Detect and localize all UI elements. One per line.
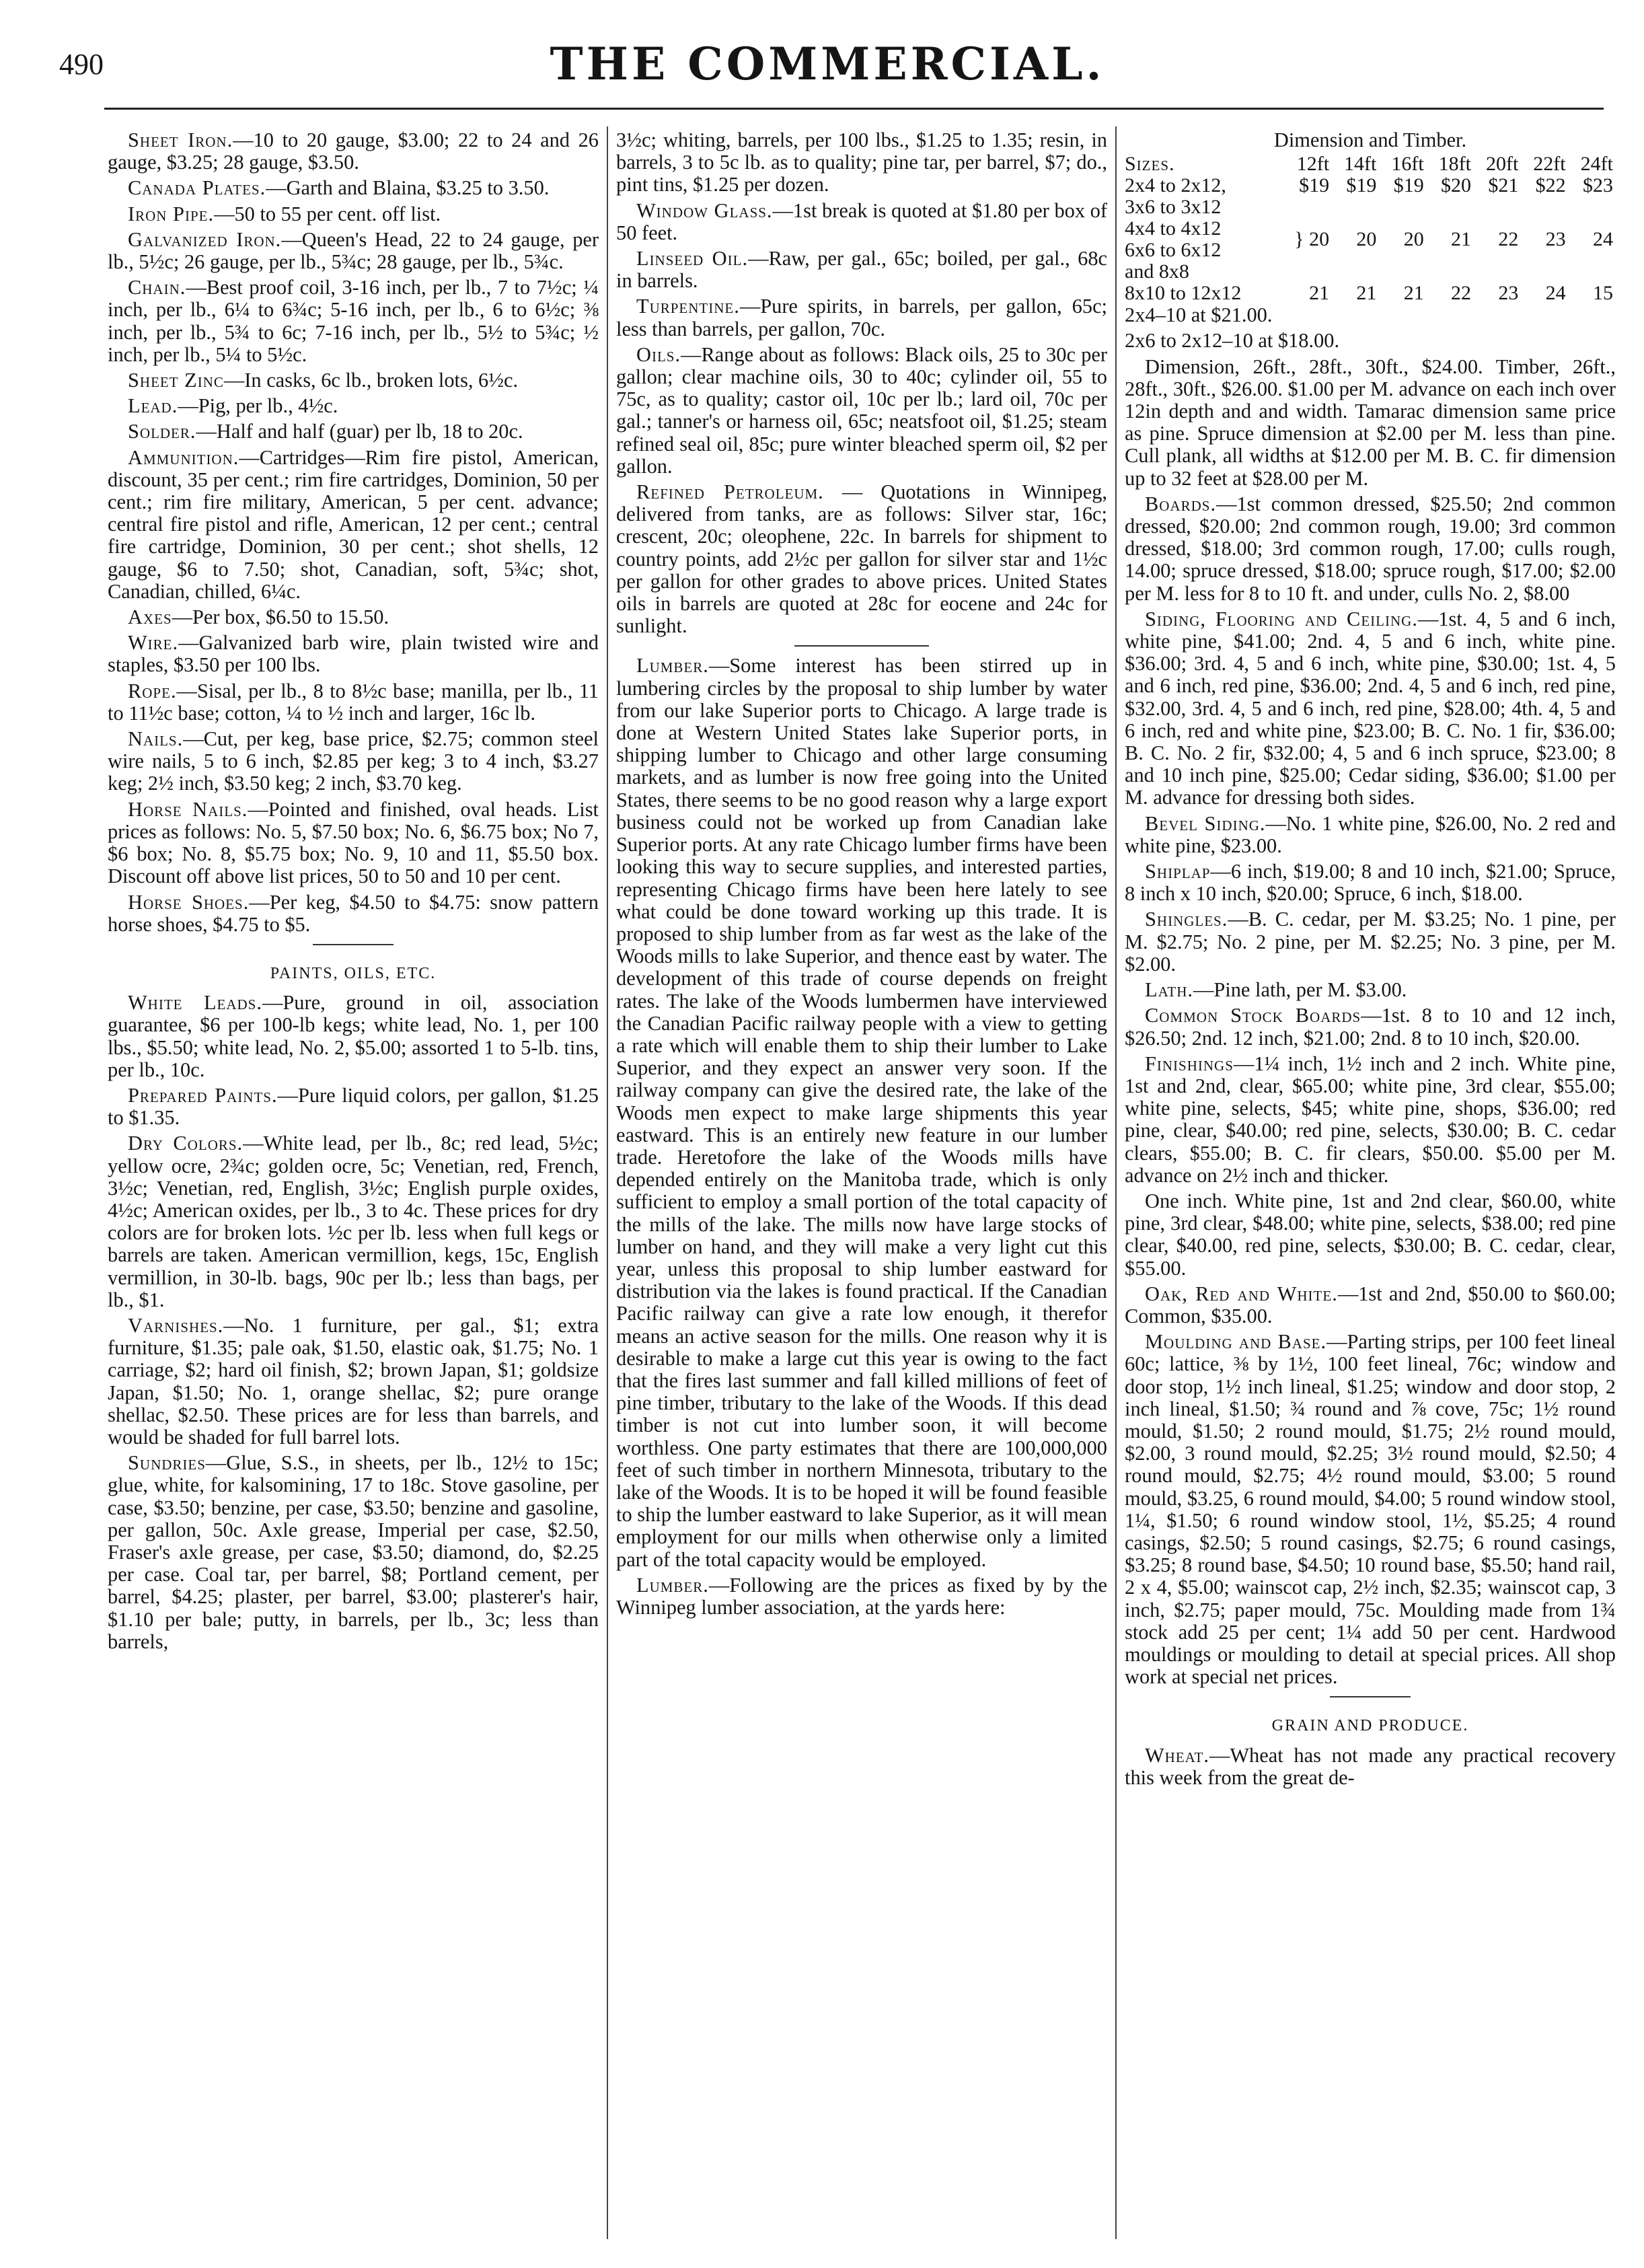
price-paragraph bbox=[1125, 861, 1616, 905]
table-cell: 2x4 to 2x12, bbox=[1125, 174, 1226, 197]
table-cell: 20 bbox=[1356, 228, 1377, 251]
column-divider bbox=[1115, 126, 1117, 2239]
item-heading: Varnishes. bbox=[128, 1313, 224, 1337]
column-divider bbox=[607, 126, 608, 2239]
price-paragraph bbox=[1125, 356, 1616, 490]
table-cell: 24 bbox=[1545, 282, 1566, 305]
item-heading: Rope. bbox=[128, 679, 177, 702]
price-paragraph bbox=[108, 1132, 599, 1311]
cell-value: 20 bbox=[1309, 228, 1330, 251]
table-cell: 20ft bbox=[1485, 153, 1519, 176]
price-paragraph bbox=[108, 395, 599, 417]
item-text: —Following are the prices as fixed by by the Winnipeg lumber association, at the yards here: bbox=[616, 1573, 1107, 1619]
item-text: —Per keg, $4.50 to $4.75: snow pattern horse shoes, $4.75 to $5. bbox=[108, 890, 599, 936]
section-separator bbox=[313, 944, 394, 945]
table-cell: $23 bbox=[1583, 174, 1613, 197]
item-heading: Axes bbox=[128, 606, 172, 629]
item-text: —Galvanized barb wire, plain twisted wire and staples, $3.50 per 100 lbs. bbox=[108, 631, 599, 677]
item-text: —Glue, S.S., in sheets, per lb., 12½ to 15c; glue, white, for kalsomining, 17 to 18c. Stove gasoline, per case, $3.50; benzine, per case, $3.50; benzine and gasoline, per gallon, 50c. Axle grease, Imperial per case, $2.50, Fraser's axle grease, per case, $3.50; diamond, do, $2.25 per case. Coal tar, per barrel, $8; Portland cement, per barrel, $4.25; plaster, per barrel, $3.00; plasterer's hair, $1.10 per bale; putty, in barrels, per lb., 3c; less than barrels, bbox=[108, 1451, 599, 1653]
group-label: 4x4 to 4x12 bbox=[1125, 217, 1222, 240]
item-text: —Wheat has not made any practical recovery this week from the great de- bbox=[1125, 1743, 1616, 1789]
table-cell: 22 bbox=[1498, 228, 1519, 251]
table-cell: 24ft bbox=[1580, 153, 1613, 176]
group-label: and 8x8 bbox=[1125, 260, 1189, 283]
table-row bbox=[1125, 283, 1616, 304]
brace-glyph: } bbox=[1294, 228, 1304, 251]
column-3-body bbox=[1125, 330, 1616, 1789]
price-paragraph bbox=[616, 481, 1107, 637]
item-heading: Horse Shoes. bbox=[128, 890, 250, 914]
table-cell: 21 bbox=[1403, 282, 1424, 305]
item-heading: Sheet Iron. bbox=[128, 129, 233, 151]
item-text: — Quotations in Winnipeg, delivered from tanks, are as follows: Silver star, 16c; crescent, 20c; oleophene, 22c. In barrels for shipment to country points, add 2½c per gallon for silver star and 1½c per gallon for other grades to above prices. United States oils in barrels are quoted at 28c for eocene and 24c for sunlight. bbox=[616, 480, 1107, 638]
table-cell: 21 bbox=[1309, 282, 1330, 305]
item-text: —Raw, per gal., 65c; boiled, per gal., 68c in barrels. bbox=[616, 247, 1107, 293]
table-cell: $20 bbox=[1441, 174, 1471, 197]
table-cell: 15 bbox=[1593, 282, 1613, 305]
table-cell: 20 bbox=[1403, 228, 1424, 251]
table-row bbox=[1125, 175, 1616, 196]
table-caption: Dimension and Timber. bbox=[1273, 129, 1467, 151]
price-paragraph bbox=[108, 680, 599, 725]
item-text: —Pure liquid colors, per gallon, $1.25 to $1.35. bbox=[108, 1083, 599, 1130]
price-paragraph bbox=[108, 420, 599, 443]
price-paragraph bbox=[616, 129, 1107, 196]
item-text: —No. 1 furniture, per gal., $1; extra furniture, $1.35; pale oak, $1.50, elastic oak, $1.75; No. 1 carriage, $2; hard oil finish, $2; brown Japan, $1; goldsize Japan, $1.50; No. 1, orange shellac, $2; pure orange shellac, $2.50. These prices are for less than barrels, and would be shaded for full barrel lots. bbox=[108, 1313, 599, 1449]
item-heading: Sundries bbox=[128, 1451, 206, 1475]
price-paragraph bbox=[108, 728, 599, 795]
table-cell: 14ft bbox=[1344, 153, 1377, 176]
price-paragraph bbox=[1125, 493, 1616, 605]
item-heading: Refined Petroleum. bbox=[636, 480, 824, 504]
item-heading: Window Glass. bbox=[636, 198, 773, 222]
table-cell: 23 bbox=[1545, 228, 1566, 251]
table-cell: 16ft bbox=[1391, 153, 1424, 176]
item-heading: Shingles. bbox=[1145, 908, 1228, 931]
section-heading: GRAIN AND PRODUCE. bbox=[1271, 1717, 1469, 1735]
price-paragraph bbox=[108, 891, 599, 936]
item-text: —1¼ inch, 1½ inch and 2 inch. White pine, 1st and 2nd, clear, $65.00; white pine, 3rd clear, $55.00; white pine, selects, $45; white pine, shops, $36.00; red pine, clear, $40.00; red pine, selects, $30.00; B. C. cedar clears, $55.00; B. C. fir clears, $50.00. $5.00 per M. advance on 2½ inch and thicker. bbox=[1125, 1052, 1616, 1187]
item-text: One inch. White pine, 1st and 2nd clear, $60.00, white pine, 3rd clear, $48.00; white pine, selects, $38.00; red pine clear, $40.00, red pine, selects, $30.00; B. C. cedar, clear, $55.00. bbox=[1125, 1189, 1616, 1280]
table-cell: Sizes. bbox=[1125, 153, 1175, 176]
item-text: —1st and 2nd, $50.00 to $60.00; Common, $35.00. bbox=[1125, 1282, 1616, 1327]
item-heading: Lath. bbox=[1145, 978, 1193, 1002]
price-paragraph bbox=[108, 229, 599, 273]
price-paragraph bbox=[108, 1315, 599, 1449]
price-paragraph bbox=[1125, 979, 1616, 1001]
table-cell: 22 bbox=[1451, 282, 1471, 305]
item-text: —In casks, 6c lb., broken lots, 6½c. bbox=[223, 369, 519, 392]
price-paragraph bbox=[1125, 908, 1616, 976]
page-number: 490 bbox=[59, 48, 104, 81]
item-heading: Ammunition. bbox=[128, 445, 239, 469]
table-cell bbox=[1125, 196, 1281, 283]
group-label: 3x6 to 3x12 bbox=[1125, 196, 1222, 219]
section-separator bbox=[1330, 1696, 1411, 1697]
table-header-row bbox=[1125, 153, 1616, 175]
column-2 bbox=[616, 129, 1107, 2248]
table-cell bbox=[1281, 196, 1332, 283]
section-heading: PAINTS, OILS, ETC. bbox=[270, 964, 437, 982]
item-text: 3½c; whiting, barrels, per 100 lbs., $1.25 to 1.35; resin, in barrels, 3 to 5c lb. as to quality; pine tar, per barrel, $7; do., pint tins, $1.25 per dozen. bbox=[616, 129, 1107, 196]
item-text: —Pine lath, per M. $3.00. bbox=[1193, 978, 1407, 1002]
table-cell: $19 bbox=[1299, 174, 1330, 197]
item-heading: Siding, Flooring and Ceiling. bbox=[1145, 607, 1418, 630]
item-text: 2x6 to 2x12–10 at $18.00. bbox=[1125, 329, 1340, 353]
table-cell: $19 bbox=[1393, 174, 1424, 197]
dimension-table bbox=[1125, 153, 1616, 304]
item-text: —White lead, per lb., 8c; red lead, 5½c; yellow ocre, 2¾c; golden ocre, 5c; Venetian, red, French, 3½c; Venetian, red, English, 3½c; English purple oxides, 4½c; American oxides, per lb., 3 to 4c. These prices for dry colors are for broken lots. ½c per lb. less when full kegs or barrels are taken. American vermillion, kegs, 15c, English vermillion, in 30-lb. bags, 90c per lb.; less than bags, per lb., $1. bbox=[108, 1132, 599, 1311]
item-heading: Dry Colors. bbox=[128, 1132, 244, 1155]
item-text: —Pure, ground in oil, association guarantee, $6 per 100-lb kegs; white lead, No. 1, per 100 lbs., $5.50; white lead, No. 2, $5.00; assorted 1 to 5-lb. tins, per lb., 10c. bbox=[108, 991, 599, 1081]
item-heading: Turpentine. bbox=[636, 295, 740, 318]
item-heading: Bevel Siding. bbox=[1145, 811, 1266, 835]
item-text: —1st common dressed, $25.50; 2nd common dressed, $20.00; 2nd common rough, 19.00; 3rd common dressed, $18.00; 3rd common rough, 17.00; culls rough, 14.00; spruce dressed, $18.00; spruce rough, $17.00; $2.00 per M. less for 8 to 10 ft. and under, culls No. 2, $8.00 bbox=[1125, 492, 1616, 605]
item-text: —50 to 55 per cent. off list. bbox=[214, 202, 441, 225]
table-cell: $22 bbox=[1535, 174, 1566, 197]
price-paragraph bbox=[108, 992, 599, 1081]
item-text: —1st. 8 to 10 and 12 inch, $26.50; 2nd. 12 inch, $21.00; 2nd. 8 to 10 inch, $20.00. bbox=[1125, 1004, 1616, 1050]
item-heading: Lumber. bbox=[636, 1573, 709, 1597]
item-heading: Oils. bbox=[636, 342, 681, 366]
table-cell: $21 bbox=[1488, 174, 1519, 197]
price-paragraph bbox=[108, 606, 599, 628]
item-heading: Boards. bbox=[1145, 492, 1217, 515]
item-text: —Sisal, per lb., 8 to 8½c base; manilla, per lb., 11 to 11½c base; cotton, ¼ to ½ inch and larger, 16c lb. bbox=[108, 679, 599, 725]
item-text: —B. C. cedar, per M. $3.25; No. 1 pine, per M. $2.75; No. 2 pine, per M. $2.25; No. 3 pine, per M. $2.00. bbox=[1125, 908, 1616, 976]
price-paragraph bbox=[616, 295, 1107, 340]
price-paragraph bbox=[108, 799, 599, 888]
item-text: —Cut, per keg, base price, $2.75; common steel wire nails, 5 to 6 inch, $2.85 per keg; 3 to 4 inch, $3.27 keg; 2½ inch, $3.50 keg; 2 inch, $3.70 keg. bbox=[108, 727, 599, 795]
price-paragraph bbox=[616, 655, 1107, 1570]
table-cell: 12ft bbox=[1296, 153, 1330, 176]
item-text: —Queen's Head, 22 to 24 gauge, per lb., 5½c; 26 gauge, per lb., 5¾c; 28 gauge, per lb., 5¾c. bbox=[108, 227, 599, 274]
item-text: —Pig, per lb., 4½c. bbox=[178, 394, 338, 418]
column-3 bbox=[1125, 129, 1616, 2248]
table-row bbox=[1125, 196, 1616, 283]
item-heading: Chain. bbox=[128, 276, 186, 299]
price-paragraph bbox=[1125, 1745, 1616, 1789]
item-heading: White Leads. bbox=[128, 991, 262, 1015]
price-paragraph bbox=[108, 447, 599, 603]
table-cell: 24 bbox=[1593, 228, 1613, 251]
item-text: —Some interest has been stirred up in lumbering circles by the proposal to ship lumber by water from our lake Superior ports to Chicago. A large trade is done at Western United States lake Superior ports, in shipping lumber to Chicago and other large consuming markets, and as lumber is now free going into the United States, there seems to be no good reason why a large export business could not be worked up from Canadian lake Superior ports. At any rate Chicago lumber firms have been looking this way to secure supplies, and interested parties, representing Chicago firms have been here lately to see what could be done toward working up this trade. It is proposed to ship lumber from as far west as the lake of the Woods mills to lake Superior, and thence east by water. The development of this trade of course depends on freight rates. The lake of the Woods lumbermen have interviewed the Canadian Pacific railway people with a view to getting a rate which will enable them to ship their lumber to Lake Superior, and they expect an answer very soon. If the railway company can give the desired rate, the lake of the Woods men expect to make large shipments this year eastward. This is an entirely new feature in our lumber trade. Heretofore the lake of the Woods mills have depended entirely on the Manitoba trade, which is only sufficient to employ a small portion of the total capacity of the mills of the lake. The mills now have large stocks of lumber on hand, and they will make a very light cut this year, unless this proposal to ship lumber eastward for distribution via the lakes is found practical. If the Canadian Pacific railway can give a rate low enough, it therefor means an active season for the mills. One reason why it is desirable to make a large cut this year is owing to the fact that the fires last summer and fall killed millions of feet of pine timber, tributary to the lake of the Woods. If this dead timber is not cut into lumber soon, it will become worthless. One party estimates that there are 100,000,000 feet of such timber in northern Minnesota, tributary to the lake of the Woods. It is to be hoped it will be found feasible to ship the lumber eastward to lake Superior, as it will mean employment for our mills when otherwise only a limited part of the total capacity would be employed. bbox=[616, 654, 1107, 1571]
item-heading: Prepared Paints. bbox=[128, 1083, 278, 1107]
section-separator bbox=[794, 645, 929, 647]
table-cell: $19 bbox=[1346, 174, 1377, 197]
price-paragraph bbox=[1125, 1004, 1616, 1049]
price-paragraph bbox=[1125, 1331, 1616, 1688]
price-paragraph bbox=[1125, 813, 1616, 857]
price-paragraph bbox=[1125, 1190, 1616, 1280]
item-text: —Range about as follows: Black oils, 25 to 30c per gallon; clear machine oils, 30 to 40c; cylinder oil, 55 to 75c, as to quality; castor oil, 10c per lb.; lard oil, 70c per gal.; tanner's or harness oil, 65c; neatsfoot oil, $1.25; steam refined seal oil, 85c; pure winter bleached sperm oil, $2 per gallon. bbox=[616, 342, 1107, 478]
item-text: —6 inch, $19.00; 8 and 10 inch, $21.00; Spruce, 8 inch x 10 inch, $20.00; Spruce, 6 inch, $18.00. bbox=[1125, 860, 1616, 906]
item-text: Dimension, 26ft., 28ft., 30ft., $24.00. Timber, 26ft., 28ft., 30ft., $26.00. $1.00 per M. advance on each inch over 12in depth and and width. Tamarac dimension same price as pine. Spruce dimension at $2.00 per M. less than pine. Cull plank, all widths at $12.00 per M. B. C. fir dimension up to 32 feet at $28.00 per M. bbox=[1125, 355, 1616, 490]
item-text: —Pointed and finished, oval heads. List prices as follows: No. 5, $7.50 box; No. 6, $6.75 box; No 7, $6 box; No. 8, $5.75 box; No. 9, 10 and 11, $5.50 box. Discount off above list prices, 50 to 50 and 10 per cent. bbox=[108, 797, 599, 888]
price-paragraph bbox=[616, 248, 1107, 292]
price-paragraph bbox=[108, 1085, 599, 1129]
item-text: —Half and half (guar) per lb, 18 to 20c. bbox=[196, 420, 523, 443]
item-text: —1st. 4, 5 and 6 inch, white pine, $41.00; 2nd. 4, 5 and 6 inch, white pine. $36.00; 3rd. 4, 5 and 6 inch, white pine, $30.00; 1st. 4, 5 and 6 inch, red pine, $36.00; 2nd. 4, 5 and 6 inch, red pine, $32.00, 3rd. 4, 5 and 6 inch, red pine, $28.00; 4th. 4, 5 and 6 inch, red and white pine, $23.00; B. C. No. 1 fir, $36.00; B. C. No. 2 fir, $32.00; 4, 5 and 6 inch spruce, $23.00; 8 and 10 inch pine, $25.00; Cedar siding, $36.00; $1.00 per M. advance for dressing both sides. bbox=[1125, 607, 1616, 809]
item-heading: Common Stock Boards bbox=[1145, 1004, 1361, 1027]
item-heading: Iron Pipe. bbox=[128, 202, 215, 225]
column-1 bbox=[108, 129, 599, 2248]
item-text: —Per box, $6.50 to 15.50. bbox=[172, 606, 389, 629]
item-heading: Solder. bbox=[128, 420, 196, 443]
price-paragraph bbox=[108, 129, 599, 174]
price-paragraph bbox=[108, 203, 599, 225]
item-heading: Nails. bbox=[128, 727, 184, 751]
price-paragraph bbox=[616, 1574, 1107, 1619]
price-paragraph bbox=[1125, 330, 1616, 352]
table-cell: 23 bbox=[1498, 282, 1519, 305]
item-heading: Horse Nails. bbox=[128, 797, 248, 821]
item-text: —No. 1 white pine, $26.00, No. 2 red and white pine, $23.00. bbox=[1125, 811, 1616, 857]
masthead-title: THE COMMERCIAL. bbox=[550, 38, 1105, 90]
group-label: 6x6 to 6x12 bbox=[1125, 239, 1222, 262]
table-cell: 21 bbox=[1451, 228, 1471, 251]
price-paragraph bbox=[1125, 1283, 1616, 1327]
table-cell: 18ft bbox=[1438, 153, 1471, 176]
item-heading: Linseed Oil. bbox=[636, 247, 749, 270]
item-heading: Shiplap bbox=[1145, 860, 1211, 883]
item-heading: Galvanized Iron. bbox=[128, 227, 282, 251]
price-paragraph bbox=[108, 1452, 599, 1653]
item-heading: Wheat. bbox=[1145, 1743, 1209, 1767]
item-heading: Lumber. bbox=[636, 654, 709, 678]
item-heading: Finishings bbox=[1145, 1052, 1234, 1075]
price-paragraph bbox=[108, 177, 599, 199]
item-heading: Lead. bbox=[128, 394, 178, 418]
item-text: —10 to 20 gauge, $3.00; 22 to 24 and 26 gauge, $3.25; 28 gauge, $3.50. bbox=[108, 129, 599, 174]
header-rule bbox=[104, 108, 1604, 110]
price-paragraph bbox=[616, 200, 1107, 244]
item-heading: Sheet Zinc bbox=[128, 369, 224, 392]
price-paragraph bbox=[108, 277, 599, 366]
item-heading: Moulding and Base. bbox=[1145, 1330, 1327, 1354]
item-text: —Cartridges—Rim fire pistol, American, discount, 35 per cent.; rim fire cartridges, Dominion, 50 per cent.; rim fire military, American, 5 per cent. advance; central fire pistol and rifle, American, 12 per cent.; central fire cartridge, Dominion, 30 per cent.; shot shells, 12 gauge, $6 to 7.50; shot, Canadian, soft, 5¾c; shot, Canadian, chilled, 6¼c. bbox=[108, 445, 599, 603]
item-text: —Garth and Blaina, $3.25 to 3.50. bbox=[266, 176, 550, 200]
table-cell: 22ft bbox=[1533, 153, 1566, 176]
item-text: —1st break is quoted at $1.80 per box of 50 feet. bbox=[616, 198, 1107, 244]
price-paragraph bbox=[108, 632, 599, 676]
price-paragraph bbox=[1125, 1053, 1616, 1187]
item-text: —Best proof coil, 3-16 inch, per lb., 7 to 7½c; ¼ inch, per lb., 6¼ to 6¾c; 5-16 inch, per lb., 6 to 6½c; ⅜ inch, per lb., 5¾ to 6c; 7-16 inch, per lb., 5½ to 5¾c; ½ inch, per lb., 5¼ to 5½c. bbox=[108, 276, 599, 366]
table-cell: 8x10 to 12x12 bbox=[1125, 282, 1242, 305]
price-paragraph bbox=[1125, 608, 1616, 809]
item-heading: Wire. bbox=[128, 631, 179, 655]
item-heading: Oak, Red and White. bbox=[1145, 1282, 1338, 1305]
table-note: 2x4–10 at $21.00. bbox=[1125, 303, 1273, 327]
price-paragraph bbox=[108, 369, 599, 392]
item-text: —Parting strips, per 100 feet lineal 60c; lattice, ⅜ by 1½, 100 feet lineal, 76c; window and door stop, 1½ inch lineal, $1.25; window and door stop, 2 inch lineal, $1.50; ¾ round and ⅞ cove, 75c; 1½ round mould, $1.50; 2 round mould, $1.75; 2½ round mould, $2.00, 3 round mould, $2.25; 3½ round mould, $2.50; 4 round mould, $2.75; 4½ round mould, $3.00; 5 round mould, $3.25, 6 round mould, $4.00; 5 round window stool, 1¼, $1.50; 6 round window stool, 1½, $5.25; 4 round casings, $2.50; 5 round casings, $2.75; 6 round casings, $3.25; 8 round base, $4.50; 10 round base, $5.50; hand rail, 2 x 4, $5.00; wainscot cap, 2½ inch, $2.35; wainscot cap, 3 inch, $2.75; paper mould, 75c. Moulding made from 1¾ stock add 25 per cent; 1¼ add 50 per cent. Hardwood mouldings or moulding to detail at special prices. All shop work at special net prices. bbox=[1125, 1330, 1616, 1689]
item-heading: Canada Plates. bbox=[128, 176, 266, 200]
table-cell: 21 bbox=[1356, 282, 1377, 305]
item-text: —Pure spirits, in barrels, per gallon, 65c; less than barrels, per gallon, 70c. bbox=[616, 295, 1107, 340]
price-paragraph bbox=[616, 344, 1107, 478]
